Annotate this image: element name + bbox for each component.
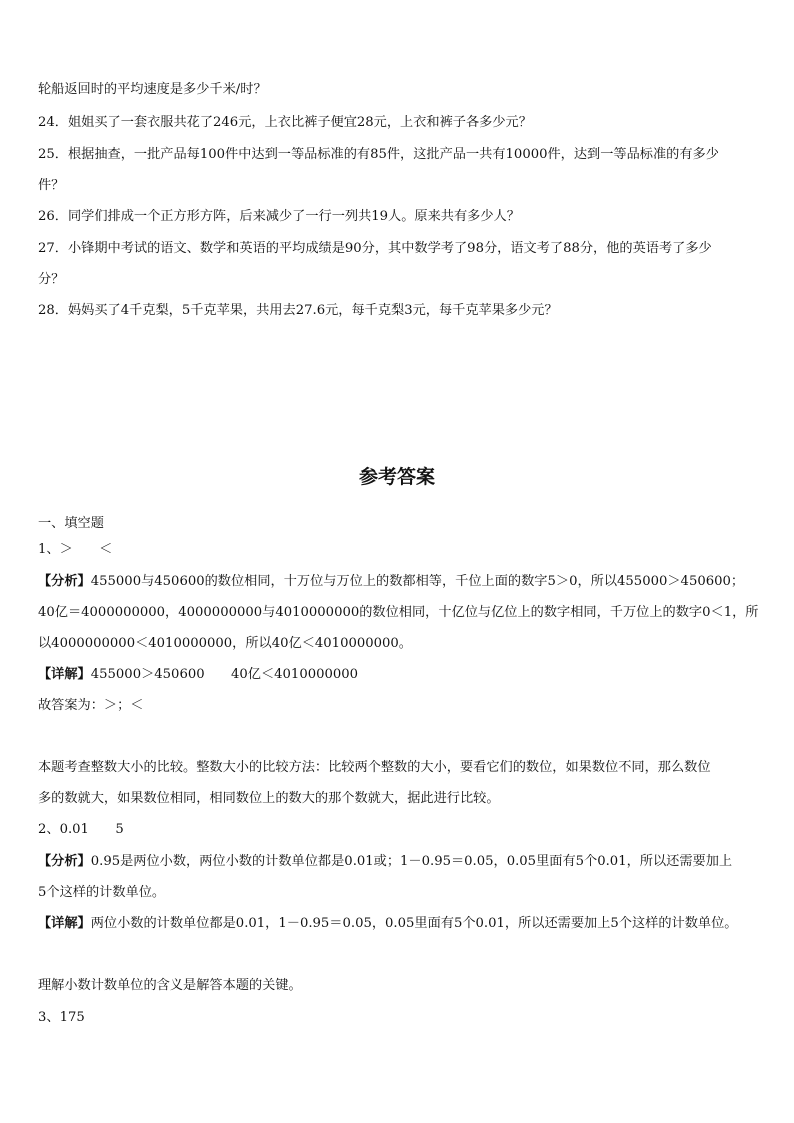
question-28: 28．妈妈买了4千克梨，5千克苹果，共用去27.6元，每千克梨3元，每千克苹果多少元？ (38, 303, 558, 318)
detail-text: 两位小数的计数单位都是0.01，1－0.95＝0.05，0.05里面有5个0.01，所以还需要加上5个这样的计数单位。 (90, 916, 738, 931)
answer-1-note-line1: 本题考查整数大小的比较。整数大小的比较方法：比较两个整数的大小，要看它们的数位，如果数位不同，那么数位 (38, 760, 711, 775)
question-27-line1: 27．小锋期中考试的语文、数学和英语的平均成绩是90分，其中数学考了98分，语文考了88分，他的英语考了多少 (38, 241, 712, 256)
answer-2-detail (38, 916, 758, 932)
answer-2-head: 2、0.01 5 (38, 822, 124, 837)
answer-1-analysis-line1 (38, 574, 758, 590)
detail-tag: 【详解】 (38, 667, 91, 682)
analysis-text: 0.95是两位小数，两位小数的计数单位都是0.01或；1－0.95＝0.05，0.05里面有5个0.01，所以还需要加上 (90, 854, 733, 869)
answer-1-analysis-line3: 以4000000000＜4010000000，所以40亿＜4010000000。 (38, 636, 412, 651)
answer-2-analysis-line2: 5个这样的计数单位。 (38, 885, 166, 900)
question-23-tail: 轮船返回时的平均速度是多少千米/时？ (38, 82, 267, 97)
detail-text: 455000＞450600 40亿＜4010000000 (90, 667, 359, 682)
question-27-line2: 分？ (38, 272, 65, 287)
answer-2-note: 理解小数计数单位的含义是解答本题的关键。 (38, 978, 302, 993)
answer-3-head: 3、175 (38, 1010, 85, 1025)
analysis-tag: 【分析】 (38, 574, 91, 589)
analysis-tag: 【分析】 (38, 854, 91, 869)
question-25-line1: 25．根据抽查，一批产品每100件中达到一等品标准的有85件，这批产品一共有10000件，达到一等品标准的有多少 (38, 147, 719, 162)
analysis-text: 455000与450600的数位相同，十万位与万位上的数都相等，千位上面的数字5＞0，所以455000＞450600； (90, 574, 745, 589)
answer-1-head: 1、＞ ＜ (38, 542, 113, 557)
section-heading: 一、填空题 (38, 516, 104, 531)
answer-1-note-line2: 多的数就大，如果数位相同，相同数位上的数大的那个数就大，据此进行比较。 (38, 791, 500, 806)
answer-1-detail (38, 667, 758, 683)
question-25-line2: 件？ (38, 178, 65, 193)
answer-2-analysis-line1 (38, 854, 758, 870)
answers-title: 参考答案 (358, 466, 435, 488)
question-24: 24．姐姐买了一套衣服共花了246元，上衣比裤子便宜28元，上衣和裤子各多少元？ (38, 115, 532, 130)
answer-1-analysis-line2: 40亿＝4000000000，4000000000与4010000000的数位相同，十亿位与亿位上的数字相同，千万位上的数字0＜1，所 (38, 605, 759, 620)
question-26: 26．同学们排成一个正方形方阵，后来减少了一行一列共19人。原来共有多少人？ (38, 209, 520, 224)
answer-1-final: 故答案为：＞；＜ (38, 698, 144, 713)
detail-tag: 【详解】 (38, 916, 91, 931)
